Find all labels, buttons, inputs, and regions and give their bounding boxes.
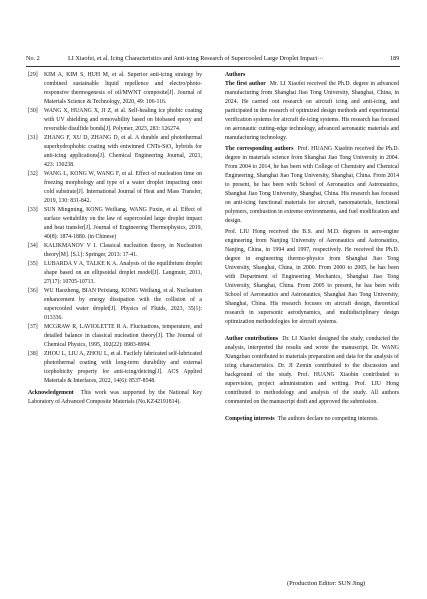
- reference-text: KALIKMANOV V I. Classical nucleation theory, in Nucleation theory[M]. [S.l.]: Springer, 2013: 17-41.: [44, 243, 202, 258]
- reference-item: [28, 107, 202, 134]
- reference-text: ZHANG F, XU D, ZHANG D, et al. A durable and photothermal superhydrophobic coating with entwinned CNTs-SiO₂ hybrids for anti-icing applications[J]. Chemical Engineering Journal, 2021, 423: 130238.: [44, 135, 202, 168]
- right-column: [225, 71, 399, 426]
- reference-number: [29]: [28, 72, 38, 78]
- competing-label: Competing interests: [225, 416, 275, 422]
- contributions-text: Dr. LI Xiaofei designed the study, conducted the analysis, interpreted the results and wrote the manuscript. Dr. WANG Xiangzhao contributed to materials preparation and data for the analysis of icing characteristics. Dr. JI Zemin contributed to the discussion and background of the study. Prof. HUANG Xiaobin contributed to supervision, project administration and writing. Prof. LIU Hong contributed to methodology and analysis of the study. All authors commented on the manuscript draft and approved the submission.: [225, 336, 399, 405]
- reference-item: [28, 260, 202, 287]
- reference-item: [28, 71, 202, 107]
- reference-item: [28, 170, 202, 206]
- competing-text: The authors declare no competing interests.: [277, 416, 379, 422]
- header-page-number: 189: [390, 55, 400, 62]
- reference-item: [28, 134, 202, 170]
- reference-number: [37]: [28, 324, 38, 330]
- reference-number: [33]: [28, 207, 38, 213]
- header-running-title: LI Xiaofei, et al. Icing Characteristics and Anti-icing Research of Supercooled Large Droplet Impact···: [68, 55, 324, 62]
- reference-item: [28, 206, 202, 242]
- reference-text: LUBARDA V A, TALKE K A. Analysis of the equilibrium droplet shape based on an ellipsoidal droplet model[J]. Langmuir, 2011, 27(17): 10705-10713.: [44, 261, 202, 285]
- acknowledgement: [28, 389, 202, 407]
- reference-item: [28, 287, 202, 323]
- corresponding-authors-label: The corresponding authors: [225, 146, 294, 152]
- header-rule: [26, 66, 400, 67]
- reference-text: WANG L, KONG W, WANG F, et al. Effect of nucleation time on freezing morphology and type of a water droplet impacting onto cold substrate[J]. International Journal of Heat and Mass Transfer, 2019, 130: 831-842.: [44, 171, 202, 204]
- reference-number: [30]: [28, 108, 38, 114]
- first-author-bio: [225, 80, 399, 143]
- competing-interests: [225, 415, 399, 424]
- acknowledgement-label: Acknowledgement: [28, 390, 74, 396]
- first-author-label: The first author: [225, 81, 266, 87]
- production-editor: (Production Editor: SUN Jing): [287, 580, 366, 587]
- reference-number: [31]: [28, 135, 38, 141]
- contributions-label: Author contributions: [225, 336, 279, 342]
- authors-heading: Authors: [225, 72, 246, 78]
- reference-number: [34]: [28, 243, 38, 249]
- header-issue: No. 2: [26, 55, 40, 62]
- left-column: [28, 71, 202, 407]
- author-contributions: [225, 335, 399, 407]
- reference-text: WU Haozheng, BIAN Peixiang, KONG Weiliang, et al. Nucleation enhancement by energy dissipation with the collision of a supercooled water droplet[J]. Physics of Fluids, 2023, 35(1): 013336.: [44, 288, 202, 321]
- reference-text: KIM A, KIM S, HUH M, et al. Superior anti-icing strategy by combined sustainable liquid repellence and electro/photo-responsive thermogenesis of oil/MWNT composite[J]. Journal of Materials Science & Technology, 2020, 49: 106-116.: [44, 72, 202, 105]
- reference-text: WANG X, HUANG X, JI Z, et al. Self-healing ice phobic coating with UV shielding and removability based on biobased epoxy and reversible disulfide bonds[J]. Polymer, 2023, 283: 126274.: [44, 108, 202, 132]
- reference-number: [32]: [28, 171, 38, 177]
- acknowledgement-text: This work was supported by the National Key Laboratory of Advanced Composite Materials (No.KZ42191814).: [28, 390, 202, 405]
- liu-hong-bio: Prof. LIU Hong received the B.S. and M.D. degrees in aero-engine engineering from Nanjing University of Aeronautics and Astronautics, Nanjing, China, in 1994 and 1997, respectively. He received the Ph.D. degree in engineering thermo-physics from Shanghai Jiao Tong University, Shanghai, China, in 2000. From 2000 to 2005, he has been with Department of Engineering Mechanics, Shanghai Jiao Tong University, Shanghai, China. From 2005 to present, he has been with School of Aeronautics and Astronautics, Shanghai Jiao Tong University, Shanghai, China. His research focuses on aircraft design, theoretical research in supersonic aerodynamics, and multidisciplinary design optimization methodologies for aircraft systems.: [225, 229, 399, 325]
- reference-text: ZHOU L, LIU A, ZHOU L, et al. Facilely fabricated self-lubricated photothermal coating with long-term durability and external icephobicity property for anti-icing/deicing[J]. ACS Applied Materials & Interfaces, 2022, 14(6): 8537-8548.: [44, 351, 202, 384]
- first-author-text: Mr. LI Xiaofei received the Ph.D. degree in advanced manufacturing from Shanghai Jiao Tong University, Shanghai, China, in 2024. He carried out research on aircraft icing and anti-icing, and participated in the research of optimized design methods and experimental verification systems for aircraft de-icing systems. His research has focused on aeronautic cutting-edge technology, advanced aeronautic materials and manufacturing technology.: [225, 81, 399, 141]
- reference-item: [28, 323, 202, 350]
- reference-number: [36]: [28, 288, 38, 294]
- reference-text: MCGRAW R, LAVIOLETTE R A. Fluctuations, temperature, and detailed balance in classical nucleation theory[J]. The Journal of Chemical Physics, 1995, 102(22): 8983-8994.: [44, 324, 202, 348]
- reference-number: [38]: [28, 351, 38, 357]
- reference-item: [28, 242, 202, 260]
- corresponding-author-text: Prof. HUANG Xiaobin received the Ph.D. degree in materials science from Shanghai Jiao Tong University in 2004. From 2004 to 2014, he has been with College of Chemistry and Chemical Engineering, Shanghai Jiao Tong University, Shanghai, China. From 2014 to present, he has been with School of Aeronautics and Astronautics, Shanghai Jiao Tong University, Shanghai, China. His research has focused on anti-icing functional materials for aircraft, nanomaterials, functional polymers, combustion in extreme environments, and fuel modification and design.: [225, 146, 399, 224]
- corresponding-author-bio: [225, 145, 399, 226]
- reference-item: [28, 350, 202, 386]
- reference-text: SUN Mingming, KONG Weiliang, WANG Fuxin, et al. Effect of surface wettability on the law of supercooled large droplet impact and heat transfer[J]. Journal of Engineering Thermophysics, 2019, 40(8): 1874-1880. (in Chinese): [44, 207, 202, 240]
- reference-number: [35]: [28, 261, 38, 267]
